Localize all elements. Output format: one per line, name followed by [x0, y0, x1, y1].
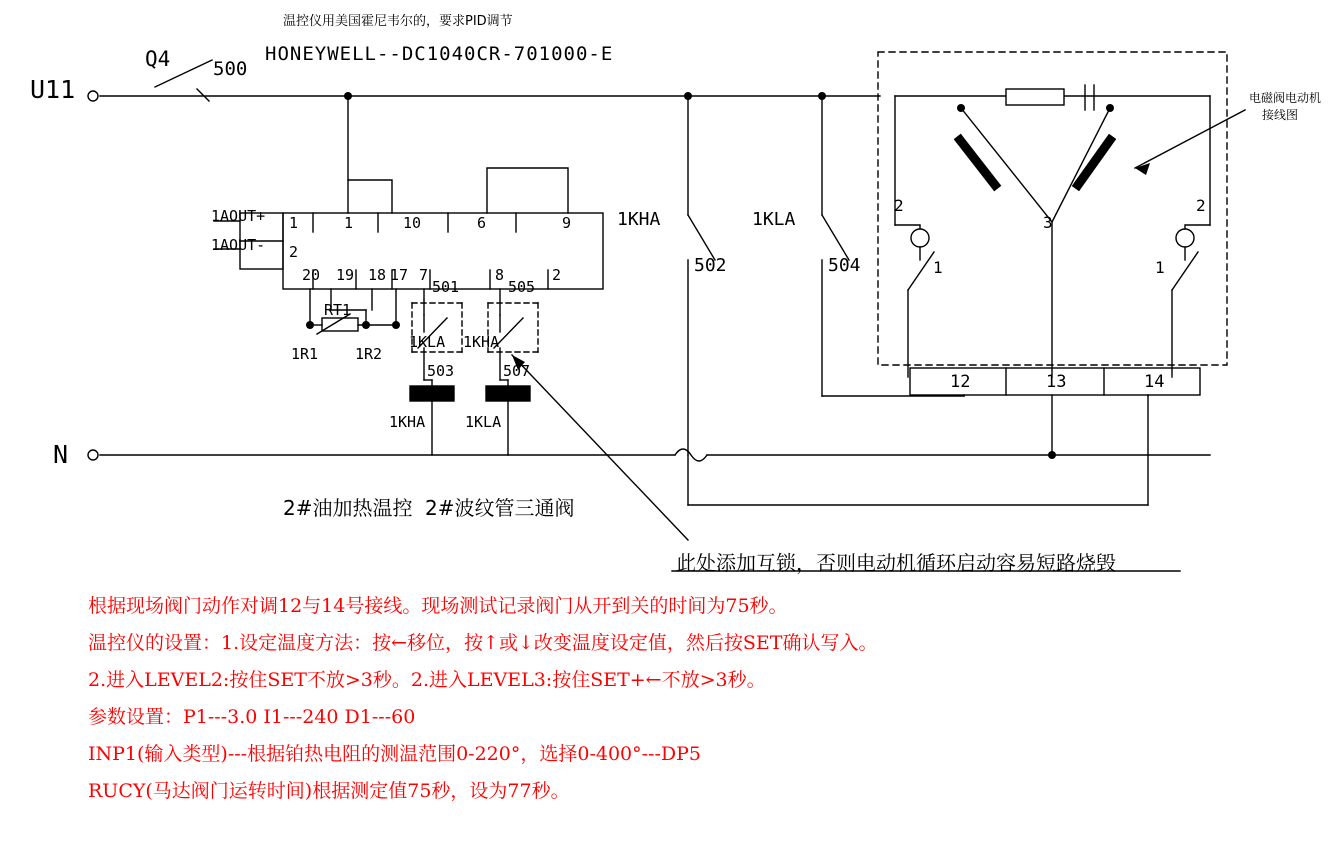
label-bottom-pin-20: 20: [302, 266, 321, 284]
label-1r2: 1R2: [355, 345, 383, 363]
node-winding-left: [957, 104, 965, 112]
coil-1kla: [486, 386, 530, 401]
callout-motor-line1: 电磁阀电动机: [1249, 91, 1322, 105]
term-left-blade: [908, 252, 934, 290]
node-1r1: [306, 321, 314, 329]
node-1r2: [392, 321, 400, 329]
note-line-5: INP1(输入类型)---根据铂热电阻的测温范围0-220°，选择0-400°---DP5: [88, 743, 702, 765]
label-top-pin-1: 1: [344, 214, 354, 232]
caption-bellows-valve: 2#波纹管三通阀: [425, 496, 575, 520]
winding-right-line: [1052, 108, 1110, 222]
motor-resistor: [1006, 89, 1064, 105]
label-501: 501: [432, 278, 460, 296]
label-contact-1kla: 1KLA: [409, 333, 446, 351]
note-line-1: 根据现场阀门动作对调12与14号接线。现场测试记录阀门从开到关的时间为75秒。: [88, 595, 788, 617]
label-terminal-13: 13: [1046, 372, 1067, 392]
label-505: 505: [508, 278, 536, 296]
label-left-pin-1: 1: [289, 214, 299, 232]
label-coil-1kla: 1KLA: [465, 413, 502, 431]
terminal-u11: [88, 91, 98, 101]
label-504: 504: [828, 255, 861, 276]
label-bottom-pin-17: 17: [390, 266, 409, 284]
label-bottom-pin-18: 18: [368, 266, 387, 284]
breaker-cross-mark: [197, 89, 209, 101]
label-aout-minus: 1AOUT-: [211, 236, 266, 254]
note-line-6: RUCY(马达阀门运转时间)根据测定值75秒，设为77秒。: [88, 780, 570, 802]
label-coil-1kha: 1KHA: [389, 413, 426, 431]
callout-motor-line2: 接线图: [1262, 108, 1299, 122]
node-rt1-mid: [362, 321, 370, 329]
label-bottom-pin-2: 2: [552, 266, 562, 284]
controller-model: HONEYWELL--DC1040CR-701000-E: [265, 43, 614, 65]
label-terminal-12: 12: [950, 372, 971, 392]
jumper-1-10: [348, 180, 392, 213]
wire-jump-1: [675, 449, 707, 461]
winding-left: [960, 140, 995, 185]
label-bottom-pin-8: 8: [495, 266, 505, 284]
label-motor-center-3: 3: [1043, 213, 1053, 232]
note-line-2: 温控仪的设置：1.设定温度方法：按←移位，按↑或↓改变温度设定值，然后按SET确认写入。: [88, 632, 878, 654]
label-bottom-pin-19: 19: [336, 266, 355, 284]
label-motor-left-1: 1: [933, 258, 943, 277]
caption-oil-heat: 2#油加热温控: [283, 496, 413, 520]
term-right-screw: [1176, 229, 1194, 247]
node-rail-pin1: [344, 92, 352, 100]
caption-interlock-note: 此处添加互锁，否则电动机循环启动容易短路烧毁: [676, 551, 1116, 575]
label-switch-1kla: 1KLA: [752, 209, 796, 230]
label-rt1: RT1: [324, 301, 352, 319]
label-motor-right-2: 2: [1196, 196, 1206, 215]
label-terminal-14: 14: [1144, 372, 1165, 392]
label-aout-plus: 1AOUT+: [211, 207, 266, 225]
label-bottom-pin-7: 7: [419, 266, 429, 284]
label-507: 507: [503, 362, 531, 380]
label-q4: Q4: [145, 47, 171, 71]
node-winding-right: [1106, 104, 1114, 112]
label-motor-right-1: 1: [1155, 258, 1165, 277]
label-left-pin-2: 2: [289, 243, 299, 261]
label-motor-left-2: 2: [894, 196, 904, 215]
label-top-pin-6: 6: [477, 214, 487, 232]
label-u11: U11: [30, 75, 76, 104]
terminal-n: [88, 450, 98, 460]
jumper-6-9: [487, 168, 568, 213]
label-500: 500: [213, 58, 248, 80]
note-line-4: 参数设置：P1---3.0 I1---240 D1---60: [88, 706, 416, 728]
label-top-pin-9: 9: [562, 214, 572, 232]
label-n: N: [53, 440, 69, 469]
switch-1kla-blade: [822, 215, 849, 260]
coil-1kha: [410, 386, 454, 401]
label-503: 503: [427, 362, 455, 380]
label-top-pin-10: 10: [403, 214, 422, 232]
term-left-screw: [911, 229, 929, 247]
notes-block: [88, 588, 1268, 810]
switch-1kha-blade: [688, 215, 715, 260]
label-contact-1kha: 1KHA: [463, 333, 500, 351]
callout-motor-arrow: [1135, 110, 1245, 168]
note-top-controller: 温控仪用美国霍尼韦尔的，要求PID调节: [283, 14, 513, 29]
label-502: 502: [694, 255, 727, 276]
note-line-3: 2.进入LEVEL2:按住SET不放>3秒。2.进入LEVEL3:按住SET+←不放>3秒。: [88, 669, 766, 691]
label-switch-1kha: 1KHA: [617, 209, 661, 230]
label-1r1: 1R1: [291, 345, 319, 363]
